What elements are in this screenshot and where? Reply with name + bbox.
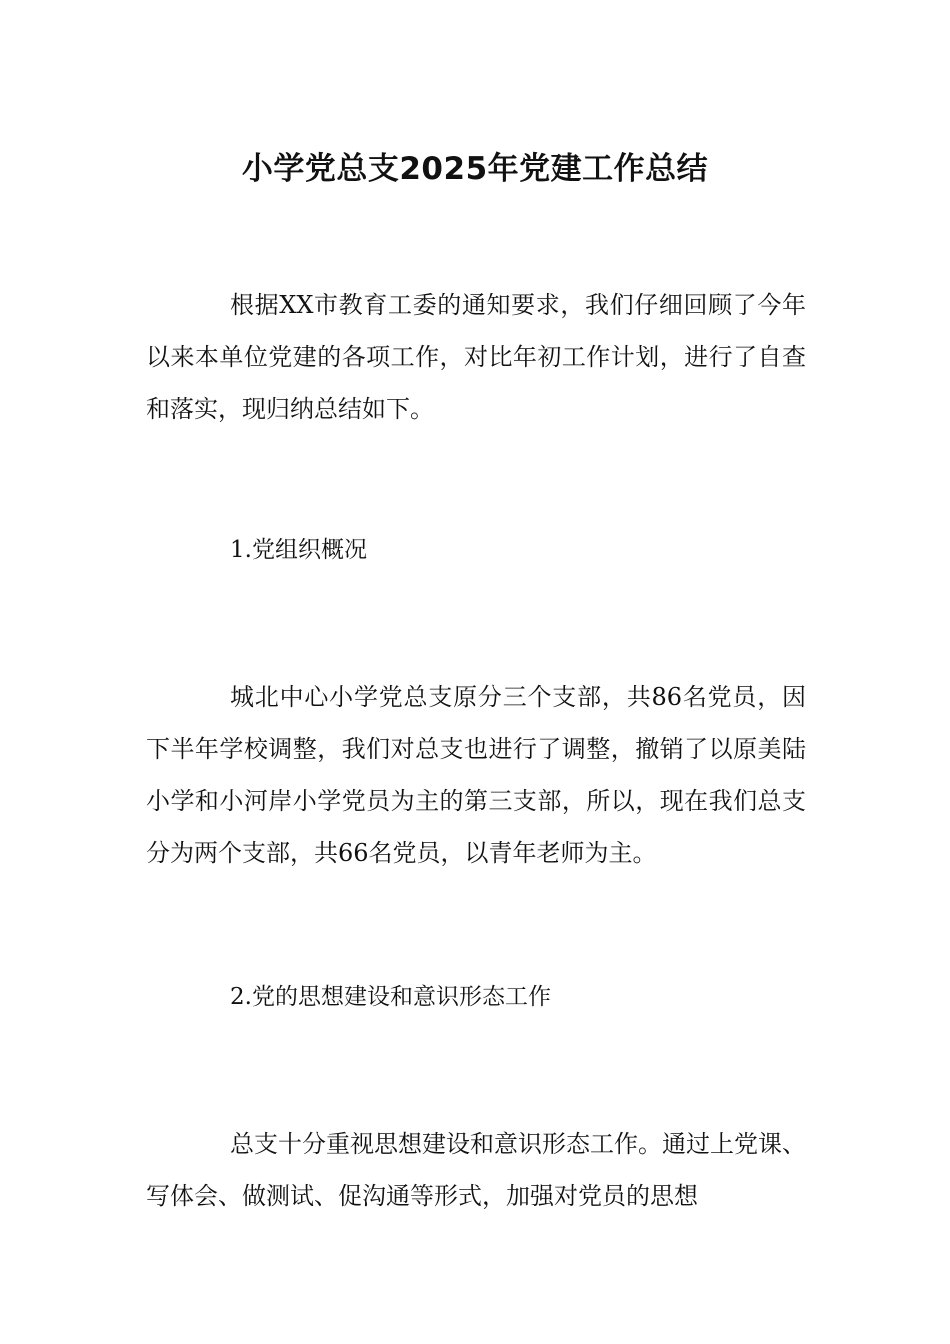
section-body-ideology-work: 总支十分重视思想建设和意识形态工作。通过上党课、写体会、做测试、促沟通等形式，加强对党员的思想 [146, 1130, 806, 1210]
section-heading-party-overview: 1.党组织概况 [230, 537, 367, 563]
section-heading-ideology-work: 2.党的思想建设和意识形态工作 [230, 984, 551, 1010]
intro-paragraph: 根据XX市教育工委的通知要求，我们仔细回顾了今年以来本单位党建的各项工作，对比年初工作计划，进行了自查和落实，现归纳总结如下。 [146, 291, 806, 423]
section-body-party-overview: 城北中心小学党总支原分三个支部，共86名党员，因下半年学校调整，我们对总支也进行了调整，撤销了以原美陆小学和小河岸小学党员为主的第三支部，所以，现在我们总支分为两个支部，共66名党员，以青年老师为主。 [146, 683, 806, 867]
document-title: 小学党总支2025年党建工作总结 [241, 150, 709, 187]
